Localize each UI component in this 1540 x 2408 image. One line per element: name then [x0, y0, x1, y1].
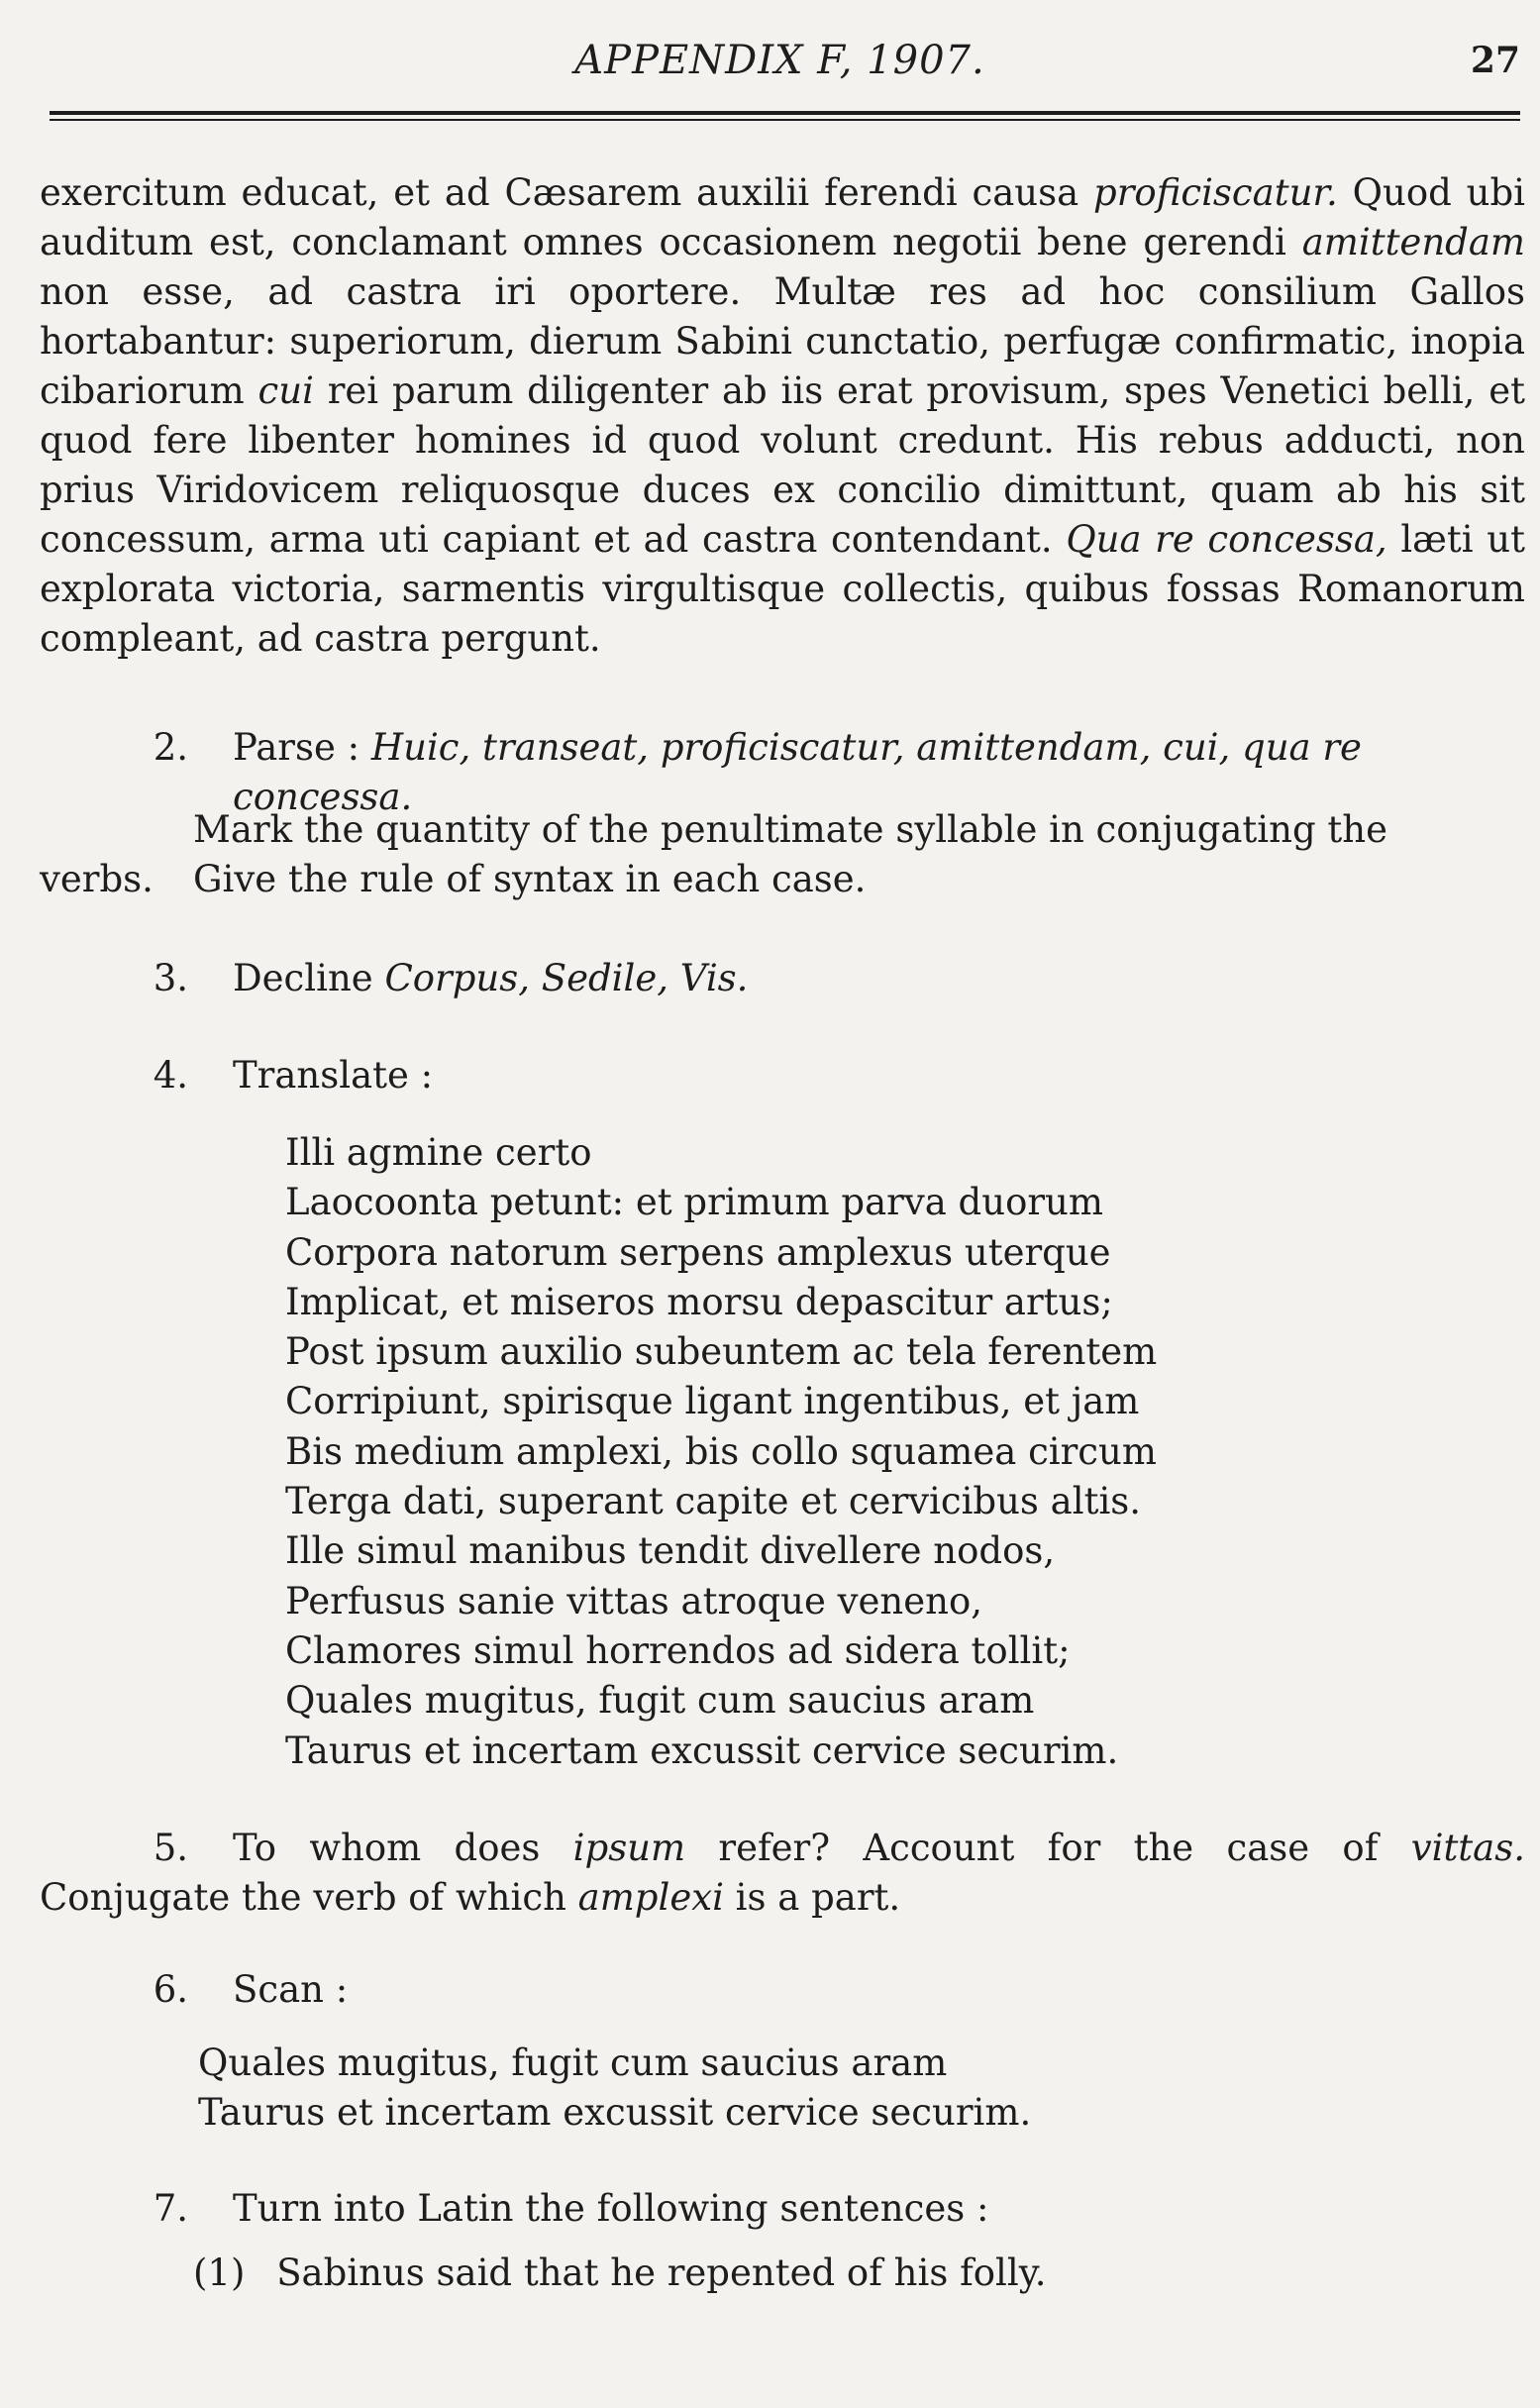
passage-text: exercitum educat, et ad Cæsarem auxilii ferendi causa [40, 171, 1094, 214]
instruction-lead: verbs. [40, 858, 154, 900]
question-label: Decline [233, 957, 385, 999]
sentence-text: Sabinus said that he repented of his folly. [276, 2251, 1047, 2294]
sentence-item [193, 2249, 1046, 2298]
running-title: APPENDIX F, 1907. [574, 38, 985, 83]
passage-italic: Qua re concessa, [1066, 518, 1387, 561]
question-label: Translate : [233, 1054, 434, 1097]
instruction-line: Mark the quantity of the penultimate syllable in conjugating the [193, 808, 1388, 851]
question-number: 7. [153, 2187, 188, 2230]
decline-words: Corpus, Sedile, Vis. [384, 957, 749, 999]
passage-italic: cui [257, 369, 314, 412]
q5-italic: amplexi [577, 1876, 724, 1919]
q5-text: To whom does [233, 1827, 573, 1869]
poem-line: Ille simul manibus tendit divellere nodos, [285, 1529, 1056, 1573]
header-rule [50, 111, 1520, 121]
poem-line: Implicat, et miseros morsu depascitur artus; [285, 1280, 1113, 1323]
q5-text: is a part. [723, 1876, 901, 1919]
poem-line: Quales mugitus, fugit cum saucius aram [285, 1679, 1035, 1723]
poem-verses [285, 1128, 1157, 1776]
latin-passage [40, 168, 1525, 664]
poem-line: Laocoonta petunt: et primum parva duorum [285, 1181, 1103, 1224]
question-number: 4. [153, 1054, 188, 1097]
poem-line: Terga dati, superant capite et cervicibus altis. [285, 1480, 1142, 1523]
question-label: Turn into Latin the following sentences : [233, 2187, 989, 2230]
question-label: Scan : [233, 1968, 349, 2011]
passage-text: Quod ubi auditum est, conclamant omnes occasionem negotii bene gerendi [40, 171, 1525, 263]
q5-italic: vittas. [1410, 1827, 1525, 1869]
passage-text: læti ut explorata victoria, sarmentis virgultisque collectis, quibus fossas Romanorum compleant, ad castra pergunt. [40, 518, 1525, 660]
passage-italic: amittendam [1301, 221, 1525, 263]
passage-italic: proficiscatur. [1093, 171, 1338, 214]
page-number: 27 [1470, 40, 1520, 81]
poem-line: Illi agmine certo [285, 1131, 592, 1174]
instruction-line: Give the rule of syntax in each case. [193, 858, 867, 900]
question-label: Parse : [233, 726, 371, 769]
sentence-number: (1) [193, 2251, 246, 2294]
question-number: 6. [153, 1968, 188, 2011]
passage-text: non esse, ad castra iri oportere. Multæ res ad hoc consilium Gallos hortabantur: superiorum, dierum Sabini cunctatio, perfugæ confirmatic, inopia cibariorum [40, 270, 1525, 412]
poem-line: Taurus et incertam excussit cervice securim. [285, 1728, 1119, 1772]
question-number: 2. [153, 726, 188, 769]
poem-line: Corpora natorum serpens amplexus uterque [285, 1230, 1111, 1274]
page-header [40, 30, 1520, 89]
question-text [233, 1824, 1525, 1873]
parse-words: Huic, transeat, proficiscatur, amittendam, cui, qua re concessa. [233, 726, 1362, 818]
question-number: 3. [153, 957, 188, 999]
poem-line: Post ipsum auxilio subeuntem ac tela ferentem [285, 1330, 1158, 1374]
question-number: 5. [153, 1827, 188, 1869]
scan-verses [198, 2039, 1031, 2138]
scan-line: Taurus et incertam excussit cervice securim. [198, 2091, 1032, 2134]
poem-line: Corripiunt, spirisque ligant ingentibus, et jam [285, 1380, 1140, 1423]
question-text [40, 1873, 900, 1923]
passage-text: rei parum diligenter ab iis erat provisum, spes Venetici belli, et quod fere libenter homines id quod volunt credunt. His rebus adducti, non prius Viridovicem reliquosque duces ex concilio dimittunt, quam ab his sit concessum, arma uti capiant et ad castra contendant. [40, 369, 1525, 561]
scan-line: Quales mugitus, fugit cum saucius aram [198, 2042, 948, 2084]
poem-line: Clamores simul horrendos ad sidera tollit; [285, 1628, 1071, 1672]
q5-text: Conjugate the verb of which [40, 1876, 578, 1919]
q5-italic: ipsum [572, 1827, 686, 1869]
poem-line: Perfusus sanie vittas atroque veneno, [285, 1579, 983, 1623]
poem-line: Bis medium amplexi, bis collo squamea circum [285, 1429, 1157, 1473]
q5-text: refer? Account for the case of [685, 1827, 1411, 1869]
